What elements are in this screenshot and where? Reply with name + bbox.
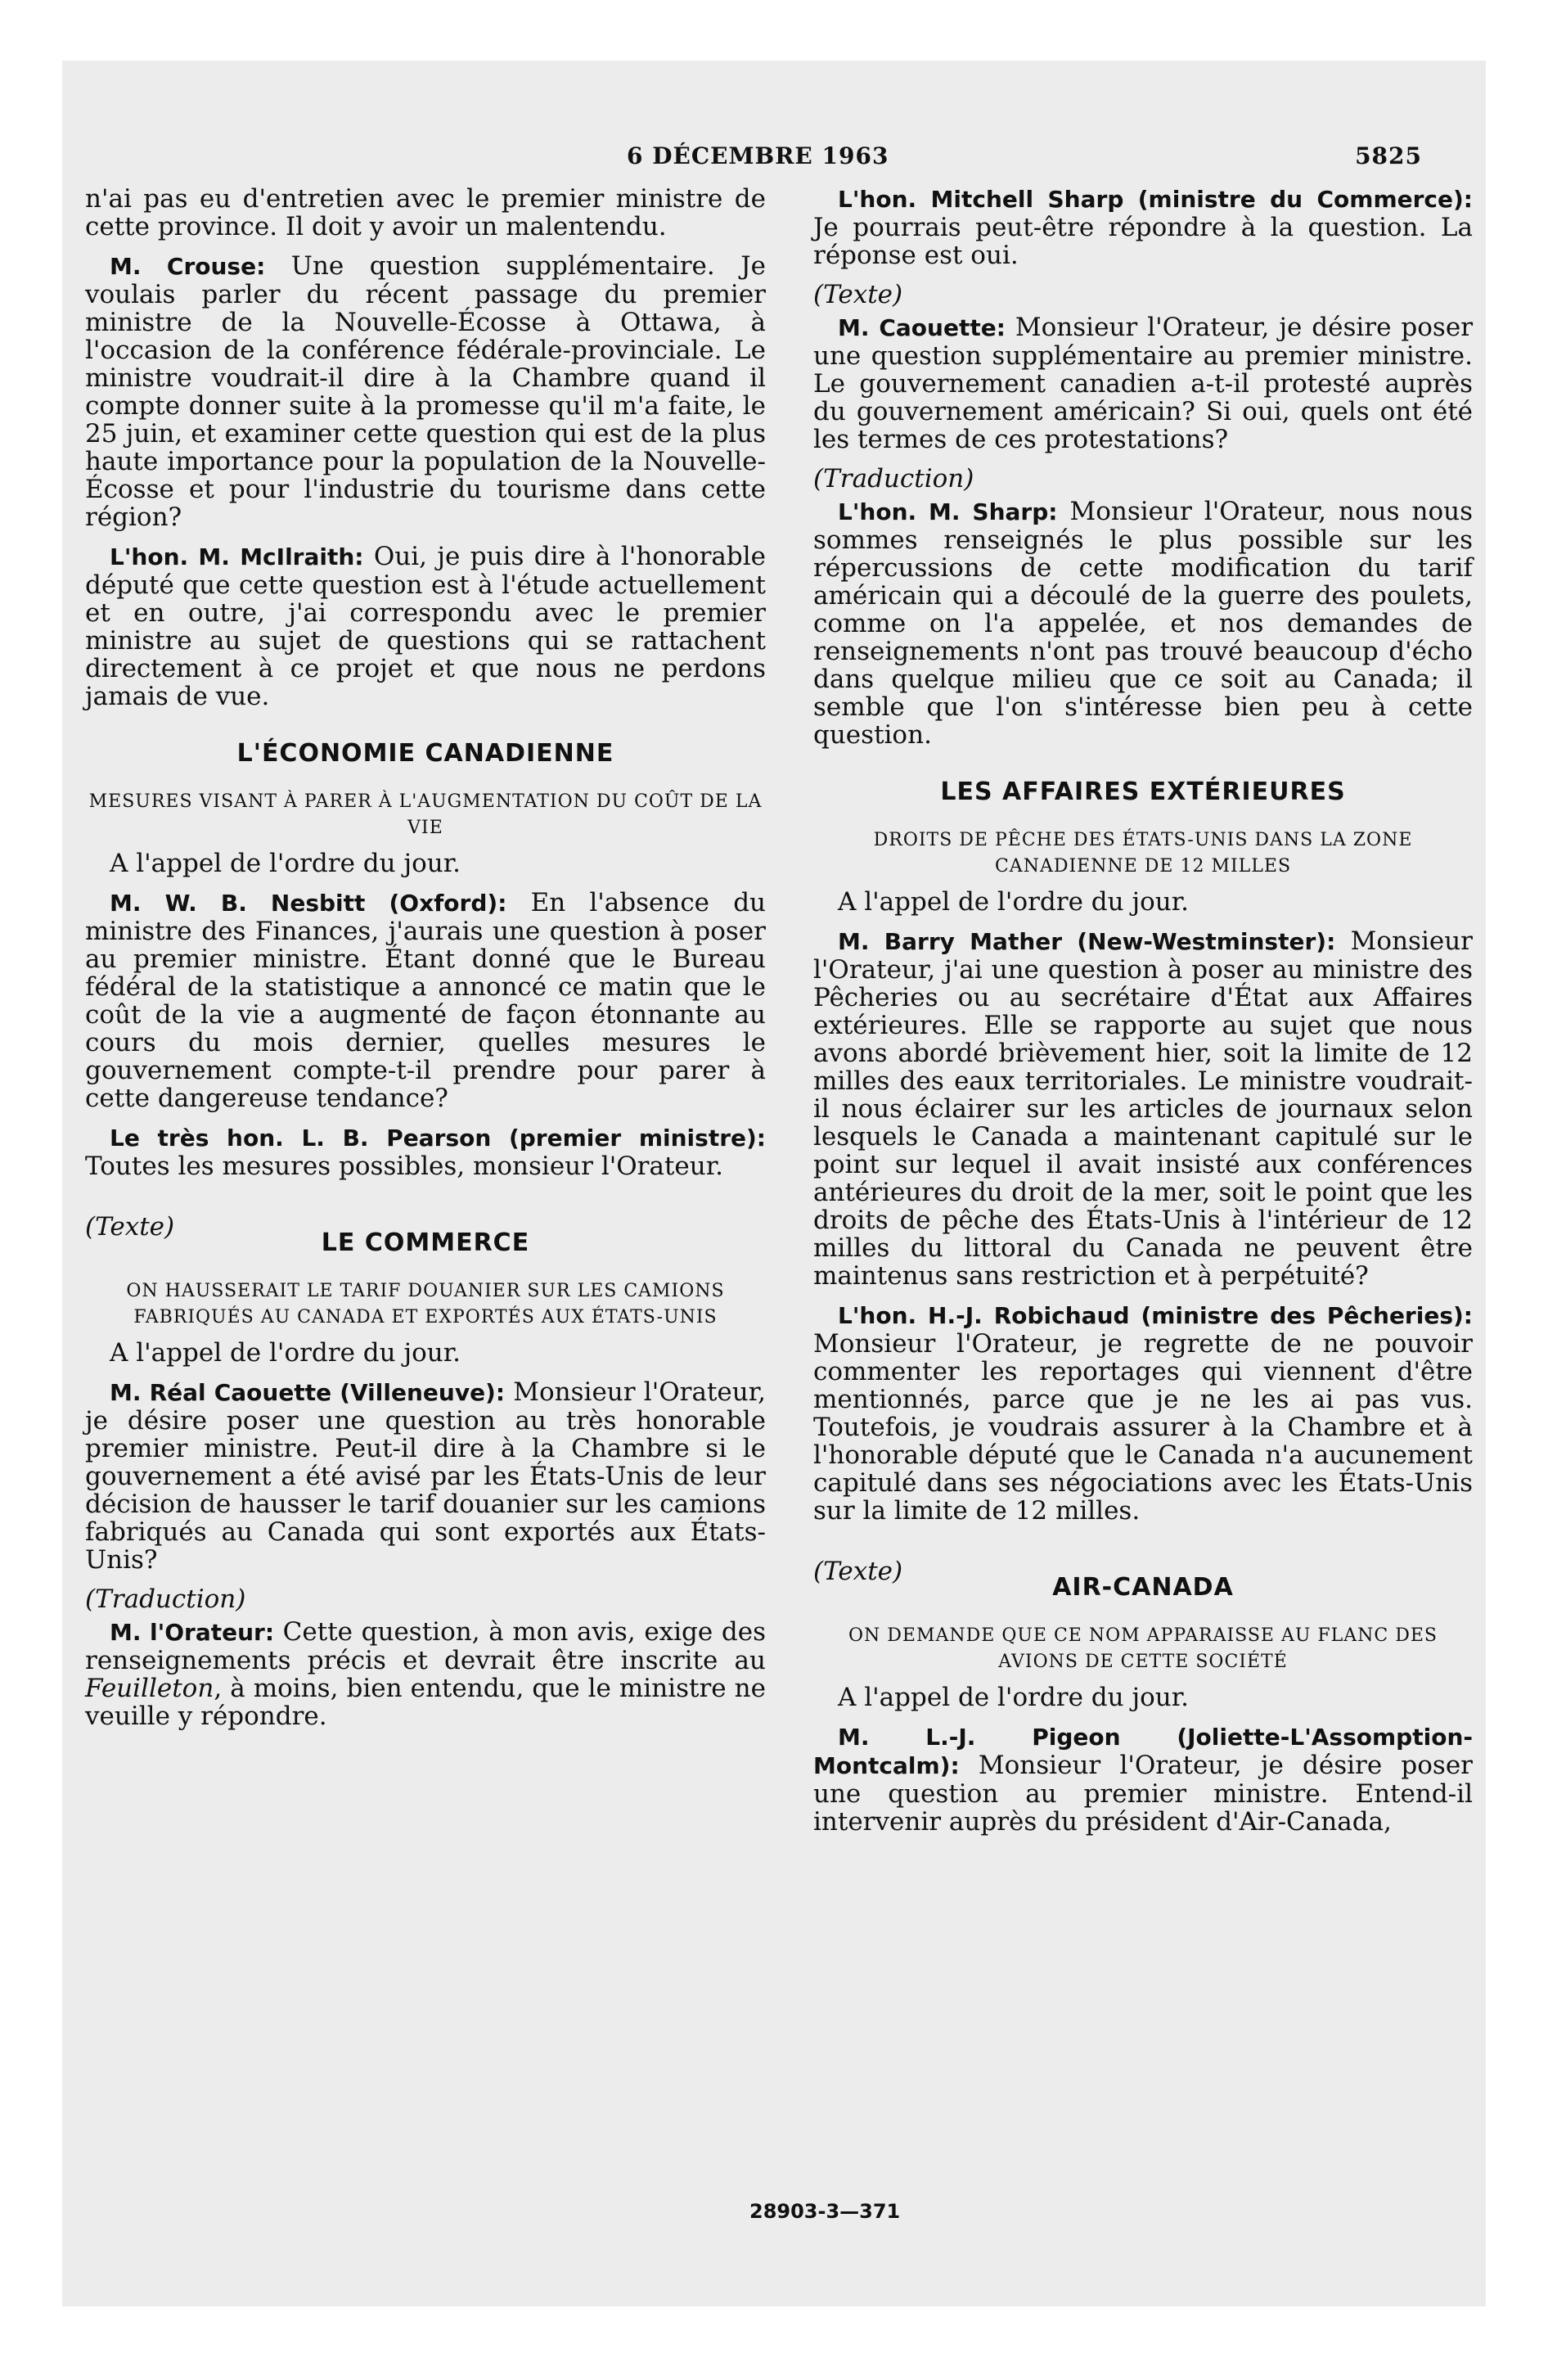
paragraph — [85, 1378, 766, 1574]
speaker-name: M. Réal Caouette (Villeneuve): — [110, 1379, 506, 1406]
paragraph-text: Toutes les mesures possibles, monsieur l'Orateur. — [85, 1152, 724, 1181]
speaker-name: L'hon. Mitchell Sharp (ministre du Commerce): — [838, 186, 1473, 213]
order-call: A l'appel de l'ordre du jour. — [838, 1683, 1189, 1712]
footer-code: 28903-3—371 — [749, 2200, 901, 2223]
paragraph — [85, 1124, 766, 1180]
paragraph-text: Cette question, à mon avis, exige des renseignements précis et devrait être inscrite au — [85, 1617, 766, 1675]
paragraph — [813, 927, 1473, 1290]
speaker-name: L'hon. M. Sharp: — [838, 498, 1058, 525]
section-title: LE COMMERCE — [321, 1228, 530, 1257]
speaker-name: M. Caouette: — [838, 314, 1006, 341]
document-page — [62, 61, 1486, 2306]
speaker-name: Le très hon. L. B. Pearson (premier ministre): — [110, 1125, 766, 1152]
section-subtitle: ON HAUSSERAIT LE TARIF DOUANIER SUR LES CAMIONS FABRIQUÉS AU CANADA ET EXPORTÉS AUX ÉTATS-UNIS — [126, 1281, 725, 1327]
paragraph — [813, 1723, 1473, 1836]
paragraph-text: Je pourrais peut-être répondre à la question. La réponse est oui. — [813, 213, 1473, 270]
feuilleton-italic: Feuilleton — [85, 1674, 214, 1703]
paragraph — [85, 543, 766, 710]
section-title: AIR-CANADA — [1052, 1573, 1234, 1602]
paragraph-text: Monsieur l'Orateur, je désire poser une question au très honorable premier ministre. Peut-il dire à la Chambre si le gouvernement a été avisé par les États-Unis de leur décision de hausser le tarif douanier sur les camions fabriqués au Canada qui sont exportés aux États-Unis? — [85, 1377, 766, 1575]
left-column — [85, 185, 766, 1742]
paragraph-text: Monsieur l'Orateur, je désire poser une question supplémentaire au premier ministre. Le gouvernement canadien a-t-il protesté auprès du gouvernement américain? Si oui, quels ont été les termes de ces protestations? — [813, 313, 1474, 454]
paragraph-text: Monsieur l'Orateur, je désire poser une question au premier ministre. Entend-il intervenir auprès du président d'Air-Canada, — [813, 1751, 1473, 1837]
speaker-name: M. Barry Mather (New-Westminster): — [838, 928, 1336, 955]
paragraph — [85, 1618, 766, 1730]
paragraph-text: Oui, je puis dire à l'honorable député que cette question est à l'étude actuellement et en outre, j'ai correspondu avec le premier ministre au sujet de questions qui se rattachent directement à ce projet et que nous ne perdons jamais de vue. — [85, 542, 766, 711]
texte-label: (Texte) — [813, 280, 903, 309]
section-subtitle: DROITS DE PÊCHE DES ÉTATS-UNIS DANS LA ZONE CANADIENNE DE 12 MILLES — [873, 830, 1413, 877]
section-title: LES AFFAIRES EXTÉRIEURES — [940, 778, 1346, 806]
paragraph-text: Monsieur l'Orateur, nous nous sommes renseignés le plus possible sur les répercussions de cette modification du tarif américain qui a découlé de la guerre des poulets, comme on l'a appelée, et nos demandes de renseignements n'ont pas trouvé beaucoup d'écho dans quelque milieu que ce soit au Canada; il semble que l'on s'intéresse bien peu à cette question. — [813, 497, 1473, 750]
paragraph — [85, 185, 766, 241]
texte-label: (Texte) — [85, 1212, 175, 1242]
paragraph — [85, 889, 766, 1112]
header-date: 6 DÉCEMBRE 1963 — [627, 142, 889, 169]
section-title: L'ÉCONOMIE CANADIENNE — [236, 739, 614, 768]
speaker-name: L'hon. M. McIlraith: — [110, 543, 364, 570]
paragraph-text: n'ai pas eu d'entretien avec le premier ministre de cette province. Il doit y avoir un malentendu. — [85, 184, 766, 241]
paragraph-text: Monsieur l'Orateur, j'ai une question à poser au ministre des Pêcheries ou au secrétaire d'État aux Affaires extérieures. Elle se rapporte au sujet que nous avons abordé brièvement hier, soit la limite de 12 milles des eaux territoriales. Le ministre voudrait-il nous éclairer sur les articles de journaux selon lesquels le Canada a maintenant capitulé sur le point sur lequel il avait insisté aux conférences antérieures du droit de la mer, soit le point que les droits de pêche des États-Unis à l'intérieur de 12 milles du littoral du Canada ne peuvent être maintenus sans restriction et à perpétuité? — [813, 926, 1473, 1291]
speaker-name: M. l'Orateur: — [110, 1619, 275, 1646]
paragraph-text: Monsieur l'Orateur, je regrette de ne pouvoir commenter les reportages qui viennent d'être mentionnés, parce que je ne les ai pas vus. Toutefois, je voudrais assurer à la Chambre et à l'honorable député que le Canada n'a aucunement capitulé dans ses négociations avec les États-Unis sur la limite de 12 milles. — [813, 1329, 1473, 1526]
section-subtitle: MESURES VISANT À PARER À L'AUGMENTATION DU COÛT DE LA VIE — [88, 791, 763, 838]
paragraph — [813, 185, 1473, 269]
speaker-name: L'hon. H.-J. Robichaud (ministre des Pêcheries): — [838, 1302, 1473, 1329]
texte-label: (Texte) — [813, 1557, 903, 1586]
paragraph — [813, 498, 1473, 749]
paragraph — [813, 1301, 1473, 1525]
paragraph-text: Une question supplémentaire. Je voulais parler du récent passage du premier ministre de la Nouvelle-Écosse à Ottawa, à l'occasion de la conférence fédérale-provinciale. Le ministre voudrait-il dire à la Chambre quand il compte donner suite à la promesse qu'il m'a faite, le 25 juin, et examiner cette question qui est de la plus haute importance pour la population de la Nouvelle-Écosse et pour l'industrie du tourisme dans cette région? — [85, 251, 767, 532]
right-column — [813, 185, 1473, 1847]
traduction-label: (Traduction) — [85, 1584, 246, 1614]
order-call: A l'appel de l'ordre du jour. — [110, 849, 461, 878]
speaker-name: M. W. B. Nesbitt (Oxford): — [110, 890, 507, 917]
order-call: A l'appel de l'ordre du jour. — [110, 1338, 461, 1368]
order-call: A l'appel de l'ordre du jour. — [838, 887, 1189, 917]
paragraph — [813, 313, 1473, 453]
paragraph — [85, 252, 766, 531]
header-page-number: 5825 — [1355, 142, 1422, 169]
speaker-name: M. L.-J. Pigeon (Joliette-L'Assomption-Montcalm): — [813, 1724, 1473, 1779]
paragraph-text: , à moins, bien entendu, que le ministre ne veuille y répondre. — [85, 1674, 766, 1731]
speaker-name: M. Crouse: — [110, 253, 266, 280]
paragraph-text: En l'absence du ministre des Finances, j'aurais une question à poser au premier ministre. Étant donné que le Bureau fédéral de la statistique a annoncé ce matin que le coût de la vie a augmenté de façon étonnante au cours du mois dernier, quelles mesures le gouvernement compte-t-il prendre pour parer à cette dangereuse tendance? — [85, 888, 767, 1113]
traduction-label: (Traduction) — [813, 464, 974, 494]
section-subtitle: ON DEMANDE QUE CE NOM APPARAISSE AU FLANC DES AVIONS DE CETTE SOCIÉTÉ — [848, 1625, 1438, 1672]
page-header — [62, 142, 1486, 175]
